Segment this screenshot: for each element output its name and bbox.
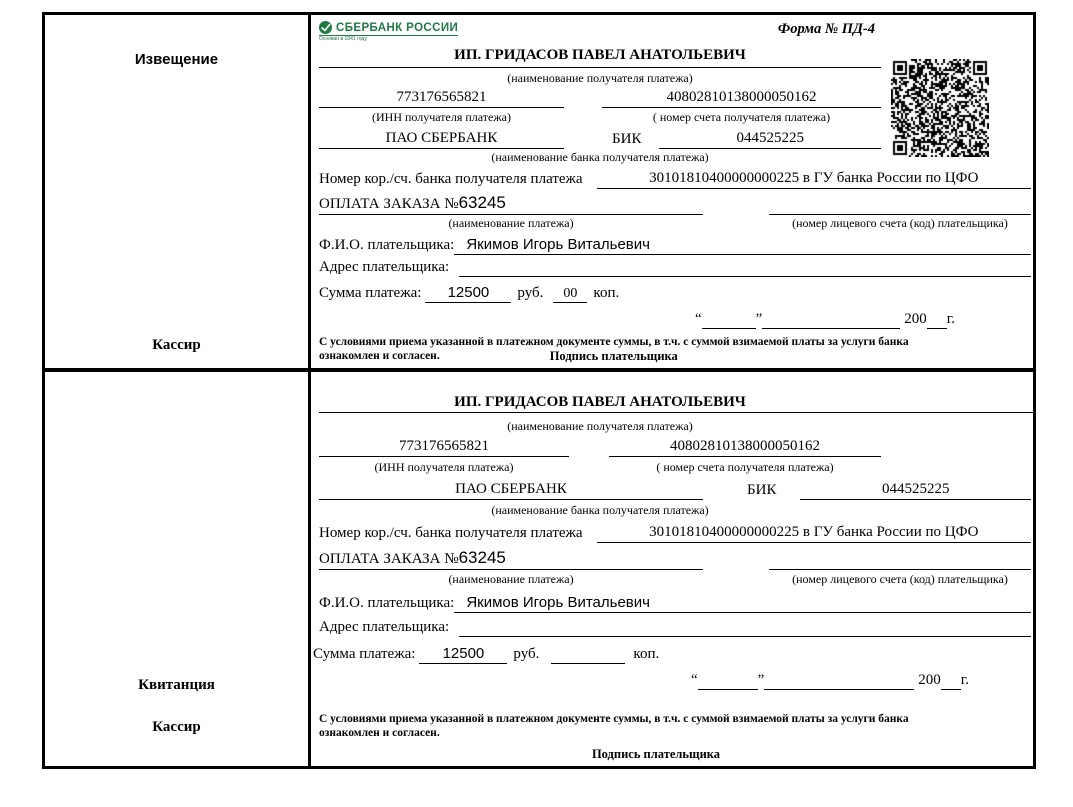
open-quote: “ xyxy=(690,672,698,688)
payer-fio-row xyxy=(319,231,1033,255)
amount-kop-blank xyxy=(551,646,625,664)
inn-value: 773176565821 xyxy=(319,437,569,457)
payment-name-row xyxy=(319,543,1033,570)
notice-header-row xyxy=(319,18,1033,46)
bik-label: БИК xyxy=(747,482,777,498)
kop-label: коп. xyxy=(593,285,620,301)
payment-name-hint: (наименование платежа) xyxy=(448,572,574,586)
receipt-content xyxy=(311,372,1033,766)
receipt-title: Квитанция xyxy=(138,677,215,693)
agreement-text xyxy=(319,712,1033,761)
bik-value: 044525225 xyxy=(800,480,1031,500)
order-number: 63245 xyxy=(458,193,506,212)
corr-account-label: Номер кор./сч. банка получателя платежа xyxy=(319,525,583,541)
bik-label: БИК xyxy=(612,131,642,147)
notice-stub xyxy=(45,15,311,368)
pd4-payment-form xyxy=(42,12,1036,769)
payment-sum-row xyxy=(319,277,1033,303)
bank-bik-row xyxy=(319,125,881,149)
payer-signature-label: Подпись плательщика xyxy=(591,747,721,761)
receipt-section xyxy=(45,372,1033,766)
inn-hint: (ИНН получателя платежа) xyxy=(374,460,514,474)
bank-bik-row xyxy=(319,475,1033,500)
payer-address-row xyxy=(319,613,1033,637)
date-row xyxy=(319,303,1033,329)
corr-account-label: Номер кор./сч. банка получателя платежа xyxy=(319,171,583,187)
inn-hint: (ИНН получателя платежа) xyxy=(372,110,511,124)
year-prefix: 200 xyxy=(904,311,927,327)
date-row xyxy=(319,664,1033,690)
year-blank xyxy=(927,311,947,329)
date-day-blank xyxy=(702,311,756,329)
payment-sum-label: Сумма платежа: xyxy=(313,646,416,662)
payment-sum-row xyxy=(313,637,1033,664)
receipt-cashier-label: Кассир xyxy=(152,719,201,735)
payer-address-label: Адрес плательщика: xyxy=(319,259,450,275)
year-suffix: г. xyxy=(946,311,955,327)
sberbank-logo-text: СБЕРБАНК РОССИИ xyxy=(336,21,459,34)
form-code: Форма № ПД-4 xyxy=(777,21,875,37)
order-number: 63245 xyxy=(458,548,506,567)
amount-rub-value: 12500 xyxy=(425,283,511,303)
payer-fio-label: Ф.И.О. плательщика: xyxy=(319,237,455,253)
payment-name-hint: (наименование платежа) xyxy=(448,216,574,230)
payee-name-hint: (наименование получателя платежа) xyxy=(507,71,693,85)
account-hint: ( номер счета получателя платежа) xyxy=(656,460,834,474)
payment-sum-label: Сумма платежа: xyxy=(319,285,422,301)
agreement-text xyxy=(319,335,1033,363)
rub-label: руб. xyxy=(513,646,540,662)
notice-content xyxy=(311,15,1033,368)
bank-name-hint: (наименование банка получателя платежа) xyxy=(491,503,709,517)
year-prefix: 200 xyxy=(918,672,941,688)
payer-signature-label: Подпись плательщика xyxy=(549,349,678,363)
close-quote: ” xyxy=(755,311,763,327)
sberbank-logo-icon xyxy=(319,21,332,34)
payment-name-row xyxy=(319,189,1033,215)
qr-code xyxy=(891,59,989,157)
receipt-stub xyxy=(45,372,311,766)
payee-name-hint: (наименование получателя платежа) xyxy=(507,419,693,433)
amount-kop-value: 00 xyxy=(553,286,587,303)
notice-section xyxy=(45,15,1033,372)
inn-account-row xyxy=(319,86,881,108)
sberbank-logo xyxy=(319,21,458,42)
bank-name-value: ПАО СБЕРБАНК xyxy=(319,129,564,149)
payment-name-prefix: ОПЛАТА ЗАКАЗА № xyxy=(319,551,459,567)
corr-account-value: 30101810400000000225 в ГУ банка России по ЦФО xyxy=(597,523,1031,543)
kop-label: коп. xyxy=(633,646,660,662)
open-quote: “ xyxy=(694,311,702,327)
notice-cashier-label: Кассир xyxy=(152,337,201,353)
agreement-line2: ознакомлен и согласен. xyxy=(319,727,440,739)
date-month-blank xyxy=(764,672,914,690)
agreement-line1: С условиями приема указанной в платежном документе суммы, в т.ч. с суммой взимаемой платы за услуги банка xyxy=(319,336,909,348)
payee-name: ИП. ГРИДАСОВ ПАВЕЛ АНАТОЛЬЕВИЧ xyxy=(319,47,881,68)
corr-account-value: 30101810400000000225 в ГУ банка России по ЦФО xyxy=(597,169,1031,189)
agreement-line2: ознакомлен и согласен. xyxy=(319,350,440,362)
personal-account-blank xyxy=(769,195,1031,215)
payee-name: ИП. ГРИДАСОВ ПАВЕЛ АНАТОЛЬЕВИЧ xyxy=(454,394,746,410)
rub-label: руб. xyxy=(517,285,544,301)
personal-account-hint: (номер лицевого счета (код) плательщика) xyxy=(792,216,1008,230)
payer-address-label: Адрес плательщика: xyxy=(319,619,450,635)
year-blank xyxy=(941,672,961,690)
payer-address-blank xyxy=(459,259,1031,277)
payer-fio-label: Ф.И.О. плательщика: xyxy=(319,595,455,611)
personal-account-hint: (номер лицевого счета (код) плательщика) xyxy=(792,572,1008,586)
personal-account-blank xyxy=(769,550,1031,570)
bik-value: 044525225 xyxy=(659,129,881,149)
bank-name-hint: (наименование банка получателя платежа) xyxy=(491,150,709,164)
bank-name-value: ПАО СБЕРБАНК xyxy=(319,480,703,500)
payment-name-prefix: ОПЛАТА ЗАКАЗА № xyxy=(319,196,459,212)
notice-title: Извещение xyxy=(134,51,219,68)
amount-rub-value: 12500 xyxy=(419,644,507,664)
payer-fio-row xyxy=(319,587,1033,613)
sberbank-logo-tagline: Основан в 1841 году xyxy=(319,36,367,42)
payer-name-value: Якимов Игорь Витальевич xyxy=(466,236,650,253)
year-suffix: г. xyxy=(960,672,969,688)
corr-account-row xyxy=(319,165,1033,189)
account-value: 40802810138000050162 xyxy=(609,437,881,457)
account-hint: ( номер счета получателя платежа) xyxy=(652,110,831,124)
payer-name-value: Якимов Игорь Витальевич xyxy=(466,594,650,611)
corr-account-row xyxy=(319,518,1033,543)
close-quote: ” xyxy=(757,672,765,688)
account-value: 40802810138000050162 xyxy=(602,88,881,108)
inn-account-row xyxy=(319,434,881,457)
payer-address-blank xyxy=(459,619,1031,637)
date-month-blank xyxy=(762,311,900,329)
agreement-line1: С условиями приема указанной в платежном документе суммы, в т.ч. с суммой взимаемой платы за услуги банка xyxy=(319,713,909,725)
payer-address-row xyxy=(319,255,1033,277)
inn-value: 773176565821 xyxy=(319,88,564,108)
date-day-blank xyxy=(698,672,758,690)
